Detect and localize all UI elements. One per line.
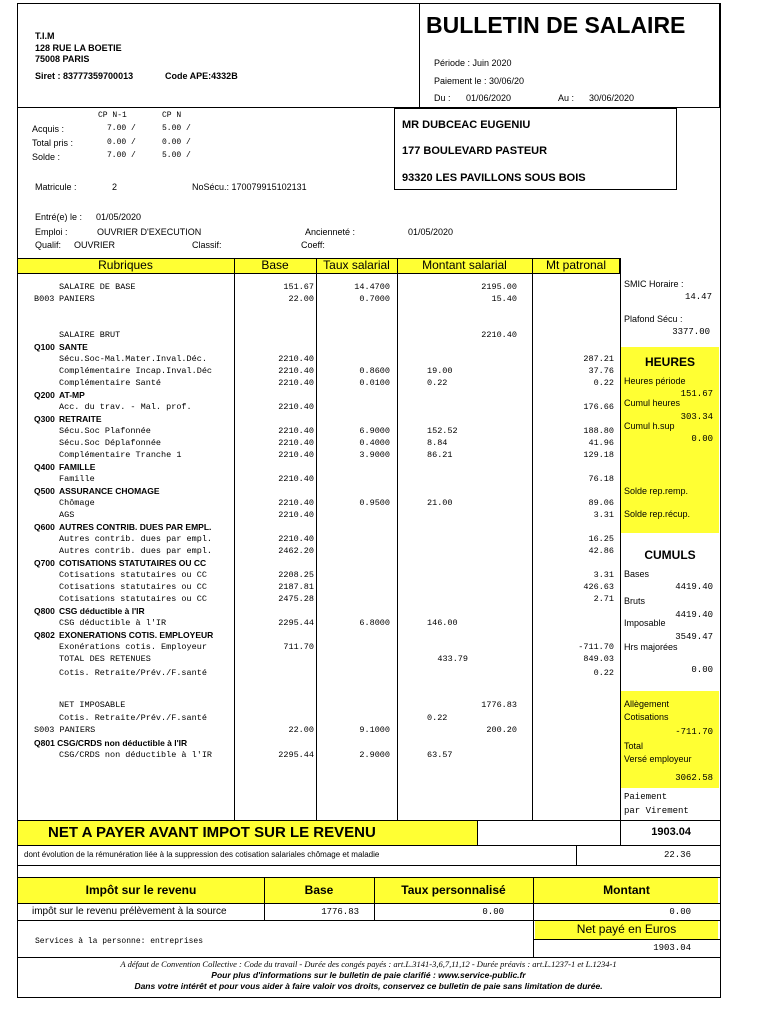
paiement-line1: Paiement [624, 792, 668, 802]
row-label: SALAIRE DE BASE [59, 282, 136, 292]
row-label: Acc. du trav. - Mal. prof. [59, 402, 192, 412]
row-montant: 15.40 [491, 294, 517, 304]
nosecu: NoSécu.: 170079915102131 [192, 182, 307, 192]
heures-title: HEURES [644, 355, 695, 369]
cumul-heures-label: Cumul heures [624, 398, 681, 408]
row-base: 2462.20 [278, 546, 314, 556]
header-rubriques: Rubriques [98, 258, 153, 272]
heures-periode-label: Heures période [624, 376, 686, 386]
ir-header-montant: Montant [603, 883, 650, 897]
row-label: COTISATIONS STATUTAIRES OU CC [59, 558, 207, 568]
coeff-label: Coeff: [301, 240, 325, 250]
row-montant: 2195.00 [481, 282, 517, 292]
table-row [17, 425, 617, 437]
anciennete: 01/05/2020 [408, 227, 454, 237]
employee-street: 177 BOULEVARD PASTEUR [402, 145, 548, 157]
emploi: OUVRIER D'EXECUTION [97, 227, 202, 237]
table-row [17, 449, 617, 461]
table-row [17, 521, 617, 533]
row-taux: 6.8000 [359, 618, 390, 628]
table-row [17, 605, 617, 617]
table-row [17, 389, 617, 401]
row-label: Cotis. Retraite/Prév./F.santé [59, 668, 207, 678]
table-row [17, 653, 617, 665]
table-row [17, 377, 617, 389]
row-label: SALAIRE BRUT [59, 330, 121, 340]
row-base: 2210.40 [278, 354, 314, 364]
row-label: Famille [59, 474, 95, 484]
row-montant: 152.52 [427, 426, 458, 436]
employer-address1: 128 RUE LA BOETIE [35, 43, 122, 53]
row-code: Q700 [34, 558, 55, 568]
table-row [17, 712, 617, 724]
acquis-label: Acquis : [32, 124, 65, 134]
table-row [17, 413, 617, 425]
row-base: 2210.40 [278, 438, 314, 448]
ir-header-base: Base [304, 883, 334, 897]
row-label: TOTAL DES RETENUES [59, 654, 151, 664]
ir-label: impôt sur le revenu prélèvement à la source [32, 906, 227, 917]
table-row [17, 401, 617, 413]
pris-n1: 0.00 / [107, 138, 136, 147]
row-base: 2210.40 [278, 378, 314, 388]
footer-line3: Dans votre intérêt et pour vous aider à faire valoir vos droits, conservez ce bulletin de paie sans limitation de durée. [134, 981, 603, 991]
row-taux: 0.8600 [359, 366, 390, 376]
ir-header-taux: Taux personnalisé [401, 883, 506, 897]
table-row [17, 497, 617, 509]
paiement-date: Paiement le : 30/06/20 [434, 76, 525, 86]
row-patronal: 3.31 [593, 570, 614, 580]
table-row [17, 461, 617, 473]
acquis-n1: 7.00 / [107, 124, 136, 133]
paiement-line2: par Virement [624, 806, 689, 816]
table-row [17, 473, 617, 485]
row-label: Complémentaire Incap.Inval.Déc [59, 366, 213, 376]
row-label: RETRAITE [59, 414, 102, 424]
row-label: Sécu.Soc-Mal.Mater.Inval.Déc. [59, 354, 207, 364]
header-taux: Taux salarial [323, 258, 390, 272]
au-date: 30/06/2020 [589, 93, 635, 103]
allegement-value: -711.70 [675, 727, 713, 737]
cp-n-header: CP N [162, 111, 182, 120]
row-montant: 200.20 [486, 725, 517, 735]
net-euros-value: 1903.04 [653, 943, 691, 953]
row-patronal: 188.80 [583, 426, 614, 436]
matricule-label: Matricule : [35, 182, 77, 192]
row-montant: 8.84 [427, 438, 448, 448]
ir-base: 1776.83 [321, 907, 359, 917]
plafond-value: 3377.00 [672, 327, 710, 337]
table-row [17, 581, 617, 593]
row-value: 0.22 [427, 713, 448, 723]
row-montant: 146.00 [427, 618, 458, 628]
allegement-label: Allègement [624, 699, 670, 709]
table-row [17, 617, 617, 629]
ir-taux: 0.00 [482, 907, 504, 917]
row-label: S003 PANIERS [34, 725, 96, 735]
row-base: 2208.25 [278, 570, 314, 580]
row-base: 2210.40 [278, 450, 314, 460]
table-row [17, 724, 617, 736]
footer-line2: Pour plus d'informations sur le bulletin de paie clarifié : www.service-public.fr [211, 970, 526, 980]
footer-line1: A défaut de Convention Collective : Code du travail - Durée des congés payés : art.L.3141-3,6,7,11,12 - Durée préavis : art.L.1237-1 et L.1234-1 [120, 959, 617, 969]
row-label: CSG déductible à l'IR [59, 618, 167, 628]
table-row [17, 699, 617, 711]
table-row [17, 629, 617, 641]
row-base: 2210.40 [278, 498, 314, 508]
header-patronal: Mt patronal [545, 258, 607, 272]
row-label: FAMILLE [59, 462, 96, 472]
row-base: 2210.40 [278, 474, 314, 484]
row-label: CSG/CRDS non déductible à l'IR [59, 750, 213, 760]
row-label: NET IMPOSABLE [59, 700, 126, 710]
row-base: 2210.40 [278, 534, 314, 544]
row-code: Q500 [34, 486, 55, 496]
cp-n1-header: CP N-1 [98, 111, 127, 120]
matricule: 2 [112, 182, 118, 192]
row-taux: 9.1000 [359, 725, 390, 735]
bases-value: 4419.40 [675, 582, 713, 592]
employer-ape: Code APE:4332B [165, 71, 238, 81]
row-patronal: 0.22 [593, 378, 614, 388]
table-row [17, 569, 617, 581]
net-avant-impot-label: NET A PAYER AVANT IMPOT SUR LE REVENU [48, 824, 376, 841]
row-label: Cotisations statutaires ou CC [59, 582, 207, 592]
row-patronal: 76.18 [588, 474, 614, 484]
smic-label: SMIC Horaire : [624, 279, 684, 289]
classif-label: Classif: [192, 240, 222, 250]
row-base: 2295.44 [278, 750, 314, 760]
row-montant: 1776.83 [481, 700, 517, 710]
table-row [17, 437, 617, 449]
solde-label: Solde : [32, 152, 61, 162]
table-row [17, 749, 617, 761]
table-row [17, 509, 617, 521]
ir-header-impot: Impôt sur le revenu [85, 883, 197, 897]
row-base: 2187.81 [278, 582, 314, 592]
row-patronal: 426.63 [583, 582, 614, 592]
row-patronal: 0.22 [593, 668, 614, 678]
row-label: Cotis. Retraite/Prév./F.santé [59, 713, 207, 723]
row-taux: 14.4700 [354, 282, 390, 292]
table-row [17, 545, 617, 557]
row-montant: 21.00 [427, 498, 453, 508]
row-base: 22.00 [288, 725, 314, 735]
page-title: BULLETIN DE SALAIRE [426, 12, 686, 38]
cumul-heures-value: 303.34 [680, 412, 713, 422]
row-label: PANIERS [59, 294, 95, 304]
employer-siret: Siret : 83777359700013 [35, 71, 134, 81]
row-label: Cotisations statutaires ou CC [59, 594, 207, 604]
row-code: B003 [34, 294, 55, 304]
plafond-label: Plafond Sécu : [624, 314, 683, 324]
row-patronal: 89.06 [588, 498, 614, 508]
imposable-value: 3549.47 [675, 632, 713, 642]
row-patronal: 42.86 [588, 546, 614, 556]
row-taux: 0.0100 [359, 378, 390, 388]
row-patronal: 3.31 [593, 510, 614, 520]
row-taux: 0.4000 [359, 438, 390, 448]
services-personne: Services à la personne: entreprises [35, 937, 204, 946]
emploi-label: Emploi : [35, 227, 68, 237]
row-label: Q801 CSG/CRDS non déductible à l'IR [34, 738, 188, 748]
table-row [17, 593, 617, 605]
smic-value: 14.47 [684, 292, 712, 302]
row-base: 22.00 [288, 294, 314, 304]
table-row [17, 341, 617, 353]
row-taux: 3.9000 [359, 450, 390, 460]
row-label: ASSURANCE CHOMAGE [59, 486, 160, 496]
hrs-maj-label: Hrs majorées [624, 642, 678, 652]
row-label: Complémentaire Tranche 1 [59, 450, 182, 460]
entree-date: 01/05/2020 [96, 212, 142, 222]
table-row [17, 293, 617, 305]
pris-label: Total pris : [32, 138, 74, 148]
row-code: Q600 [34, 522, 55, 532]
row-montant: 63.57 [427, 750, 453, 760]
table-row [17, 353, 617, 365]
row-label: Autres contrib. dues par empl. [59, 534, 213, 544]
row-label: EXONERATIONS COTIS. EMPLOYEUR [59, 630, 214, 640]
row-base: 2475.28 [278, 594, 314, 604]
du-date: 01/06/2020 [466, 93, 512, 103]
entree-label: Entré(e) le : [35, 212, 83, 222]
row-label: Complémentaire Santé [59, 378, 162, 388]
row-montant: 433.79 [437, 654, 468, 664]
bruts-label: Bruts [624, 596, 646, 606]
cumuls-title: CUMULS [644, 548, 696, 562]
row-base: 2295.44 [278, 618, 314, 628]
table-row [17, 329, 617, 341]
table-row [17, 533, 617, 545]
row-patronal: 129.18 [583, 450, 614, 460]
table-row [17, 737, 617, 749]
row-label: Cotisations statutaires ou CC [59, 570, 207, 580]
row-label: Autres contrib. dues par empl. [59, 546, 213, 556]
row-base: 2210.40 [278, 402, 314, 412]
row-base: 711.70 [283, 642, 314, 652]
pris-n: 0.00 / [162, 138, 191, 147]
qualif: OUVRIER [74, 240, 116, 250]
row-patronal: 849.03 [583, 654, 614, 664]
table-row [17, 667, 617, 679]
net-avant-impot-value: 1903.04 [651, 826, 691, 838]
solde-n: 5.00 / [162, 151, 191, 160]
au-label: Au : [558, 93, 575, 103]
total-label: Total [624, 741, 644, 751]
row-patronal: 41.96 [588, 438, 614, 448]
employee-name: MR DUBCEAC EUGENIU [402, 119, 531, 131]
cotisations-label: Cotisations [624, 712, 669, 722]
du-label: Du : [434, 93, 451, 103]
row-taux: 0.9500 [359, 498, 390, 508]
row-code: Q400 [34, 462, 55, 472]
row-montant: 86.21 [427, 450, 453, 460]
row-base: 2210.40 [278, 426, 314, 436]
verse-label: Versé employeur [624, 754, 692, 764]
row-base: 2210.40 [278, 510, 314, 520]
table-row [17, 485, 617, 497]
bases-label: Bases [624, 569, 650, 579]
row-patronal: 16.25 [588, 534, 614, 544]
ir-montant: 0.00 [669, 907, 691, 917]
evolution-value: 22.36 [663, 850, 691, 860]
row-code: Q200 [34, 390, 55, 400]
row-code: Q100 [34, 342, 55, 352]
hrs-maj-value: 0.00 [691, 665, 713, 675]
row-label: Exonérations cotis. Employeur [59, 642, 207, 652]
row-code: Q300 [34, 414, 55, 424]
bruts-value: 4419.40 [675, 610, 713, 620]
table-row [17, 557, 617, 569]
imposable-label: Imposable [624, 618, 666, 628]
cumul-hsup-label: Cumul h.sup [624, 421, 675, 431]
row-montant: 0.22 [427, 378, 448, 388]
row-taux: 6.9000 [359, 426, 390, 436]
net-euros-label: Net payé en Euros [576, 922, 677, 936]
row-montant: 19.00 [427, 366, 453, 376]
row-label: AT-MP [59, 390, 85, 400]
row-label: CSG déductible à l'IR [59, 606, 145, 616]
row-label: Sécu.Soc Déplafonnée [59, 438, 162, 448]
row-code: Q802 [34, 630, 55, 640]
row-montant: 2210.40 [481, 330, 517, 340]
row-patronal: 37.76 [588, 366, 614, 376]
acquis-n: 5.00 / [162, 124, 191, 133]
row-patronal: 287.21 [583, 354, 614, 364]
table-row [17, 365, 617, 377]
verse-value: 3062.58 [675, 773, 713, 783]
cumul-hsup-value: 0.00 [691, 434, 713, 444]
row-taux: 2.9000 [359, 750, 390, 760]
solde-n1: 7.00 / [107, 151, 136, 160]
qualif-label: Qualif: [35, 240, 62, 250]
heures-periode-value: 151.67 [680, 389, 713, 399]
evolution-label: dont évolution de la rémunération liée à la suppression des cotisation salariales chômage et maladie [24, 850, 380, 859]
table-row [17, 641, 617, 653]
row-patronal: -711.70 [578, 642, 614, 652]
header-base: Base [261, 258, 289, 272]
row-patronal: 2.71 [593, 594, 614, 604]
row-label: AGS [59, 510, 75, 520]
row-base: 151.67 [283, 282, 314, 292]
solde-remp: Solde rep.remp. [624, 486, 689, 496]
row-label: Sécu.Soc Plafonnée [59, 426, 151, 436]
row-base: 2210.40 [278, 366, 314, 376]
header-montant: Montant salarial [422, 258, 507, 272]
anciennete-label: Ancienneté : [305, 227, 356, 237]
row-label: AUTRES CONTRIB. DUES PAR EMPL. [59, 522, 212, 532]
table-row [17, 281, 617, 293]
row-label: SANTE [59, 342, 88, 352]
row-patronal: 176.66 [583, 402, 614, 412]
row-code: Q800 [34, 606, 55, 616]
employer-name: T.I.M [35, 31, 55, 41]
row-taux: 0.7000 [359, 294, 390, 304]
periode: Période : Juin 2020 [434, 58, 512, 68]
employer-address2: 75008 PARIS [35, 54, 90, 64]
solde-recup: Solde rep.récup. [624, 509, 691, 519]
row-label: Chômage [59, 498, 95, 508]
employee-city: 93320 LES PAVILLONS SOUS BOIS [402, 172, 586, 184]
